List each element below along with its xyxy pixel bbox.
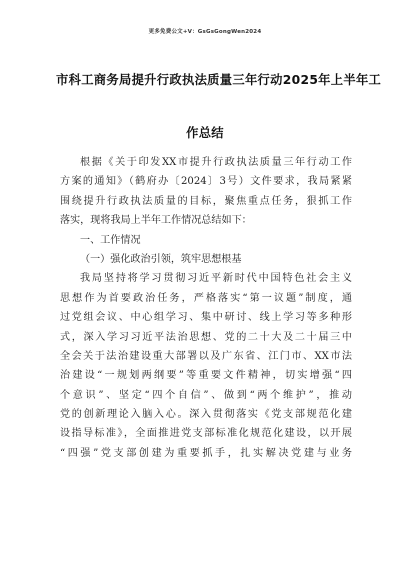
document-title-line-1: 市科工商务局提升行政执法质量三年行动2025年上半年工 bbox=[56, 73, 382, 87]
paragraph-2-line: 个意识”、坚定“四个自信”、做到“两个维护”，推动 bbox=[60, 389, 352, 401]
paragraph-2-line: 过党组会议、中心组学习、集中研讨、线上学习等多种形 bbox=[60, 312, 352, 324]
document-body bbox=[60, 153, 352, 463]
paragraph-1-line: 围绕提升行政执法质量的目标，聚焦重点任务，狠抓工作 bbox=[60, 195, 352, 207]
header-watermark: 更多免费公文+V：GsGsGongWen2024 bbox=[148, 29, 262, 35]
paragraph-2-line: 式，深入学习习近平法治思想、党的二十大及二十届三中 bbox=[60, 331, 352, 343]
paragraph-1-line: 方案的通知》（鹤府办〔2024〕3号）文件要求，我局紧紧 bbox=[60, 176, 352, 188]
section-heading: 一、工作情况 bbox=[80, 234, 141, 246]
paragraph-2-line: 党的创新理论入脑入心。深入贯彻落实《党支部规范化建 bbox=[60, 409, 352, 421]
paragraph-1-line: 落实，现将我局上半年工作情况总结如下： bbox=[60, 215, 252, 227]
paragraph-2-line: 治建设“一规划两纲要”等重要文件精神，切实增强“四 bbox=[60, 370, 352, 382]
paragraph-2-line: 思想作为首要政治任务，严格落实“第一议题”制度，通 bbox=[60, 292, 352, 304]
document-title-line-2: 作总结 bbox=[186, 126, 224, 140]
subsection-heading: （一）强化政治引领，筑牢思想根基 bbox=[80, 253, 242, 265]
paragraph-2-line: “四强”党支部创建为重要抓手，扎实解决党建与业务 bbox=[60, 447, 352, 459]
paragraph-2-line: 设指导标准》，全面推进党支部标准化规范化建设，以开展 bbox=[60, 428, 352, 440]
paragraph-1-line: 根据《关于印发XX市提升行政执法质量三年行动工作 bbox=[80, 157, 352, 168]
paragraph-2-line: 全会关于法治建设重大部署以及广东省、江门市、XX市法 bbox=[60, 350, 352, 362]
paragraph-2-line: 我局坚持将学习贯彻习近平新时代中国特色社会主义 bbox=[80, 273, 352, 285]
